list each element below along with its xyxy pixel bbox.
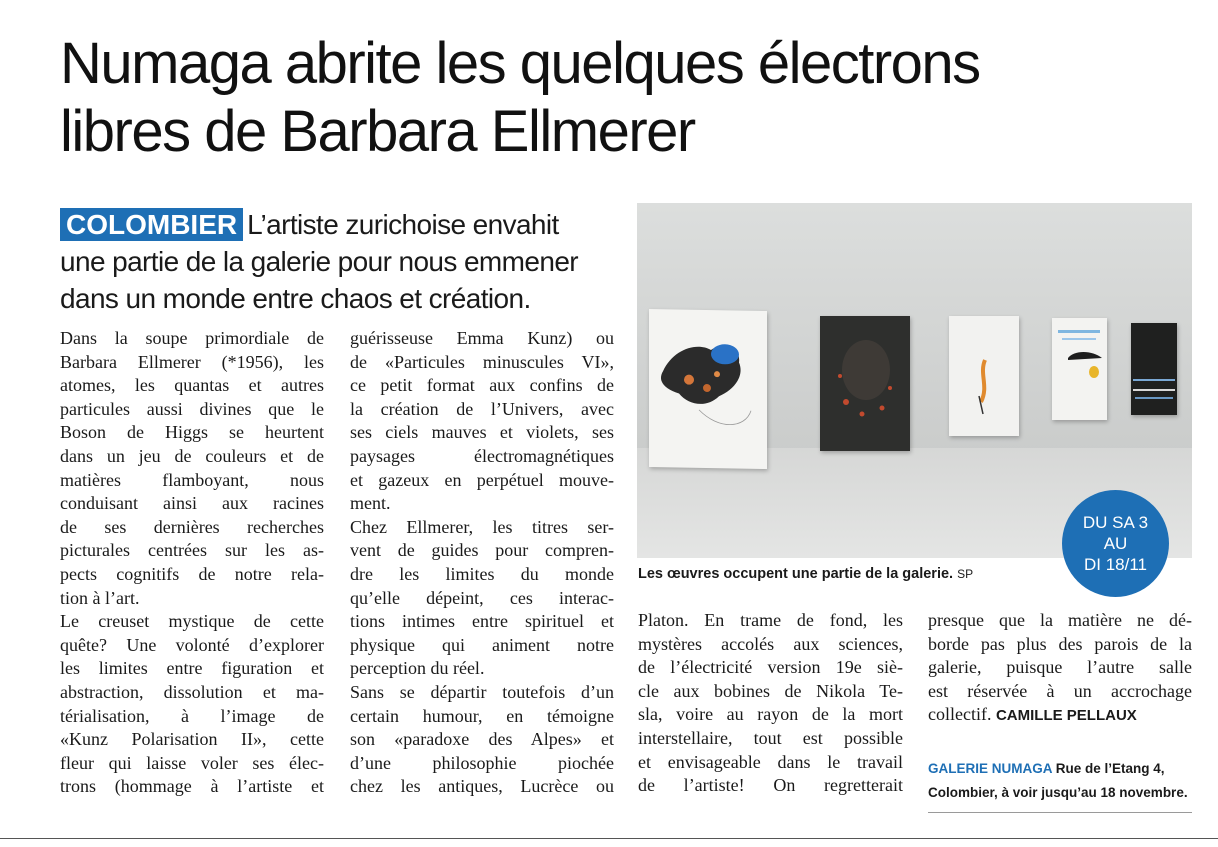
venue-info <box>928 757 1192 805</box>
text-line: vent de guides pour compren- <box>350 540 614 561</box>
last-line-text: collectif. <box>928 704 992 725</box>
venue-info-line-1 <box>928 757 1192 781</box>
text-line: son «paradoxe des Alpes» et <box>350 729 614 750</box>
body-column-3 <box>638 609 903 798</box>
text-line: physique qui animent notre <box>350 634 614 655</box>
venue-address: Rue de l’Etang 4, <box>1055 761 1165 776</box>
text-line: galerie, puisque l’autre salle <box>928 657 1192 678</box>
text-line: Boson de Higgs se heurtent <box>60 422 324 443</box>
text-line: d’une philosophie piochée <box>350 752 614 773</box>
text-line: interstellaire, tout est possible <box>638 727 903 748</box>
text-line: fleur qui laisse voler ses élec- <box>60 752 324 773</box>
text-line: de ses dernières recherches <box>60 516 324 537</box>
artwork-5-drawing <box>1131 323 1177 415</box>
text-line: est réservée à un accrochage <box>928 680 1192 701</box>
date-badge-line-1: DU SA 3 <box>1082 513 1149 532</box>
lede-line-2: une partie de la galerie pour nous emmener <box>60 246 579 277</box>
text-line: guérisseuse Emma Kunz) ou <box>350 328 614 348</box>
body-column-4 <box>928 609 1192 728</box>
text-line: chez les antiques, Lucrèce ou <box>350 776 614 797</box>
artwork-4-drawing <box>1052 318 1107 420</box>
artwork-1 <box>649 309 767 469</box>
text-line: paysages électromagnétiques <box>350 445 614 466</box>
headline <box>60 30 1180 166</box>
text-line: perception du réel. <box>350 658 485 679</box>
text-line: «Kunz Polarisation II», cette <box>60 729 324 750</box>
text-line: dans un jeu de couleurs et de <box>60 445 324 466</box>
text-line: de l’artiste! On regretterait <box>638 775 903 796</box>
text-line: qu’elle dépeint, ces interac- <box>350 587 614 608</box>
text-line: presque que la matière ne dé- <box>928 610 1192 630</box>
text-line: Chez Ellmerer, les titres ser- <box>350 516 614 537</box>
text-line: la création de l’Univers, avec <box>350 398 614 419</box>
text-line: certain humour, en témoigne <box>350 705 614 726</box>
lede <box>60 206 630 317</box>
artwork-2 <box>820 316 910 451</box>
venue-name: GALERIE NUMAGA <box>928 761 1052 776</box>
text-line: Sans se départir toutefois d’un <box>350 681 614 702</box>
text-line: quête? Une volonté d’explorer <box>60 634 324 655</box>
text-line: les limites entre figuration et <box>60 658 324 679</box>
text-line: ses ciels mauves et violets, ses <box>350 422 614 443</box>
photo-credit: SP <box>957 567 974 581</box>
artwork-4 <box>1052 318 1107 420</box>
body-column-2 <box>350 327 614 799</box>
text-line: ce petit format aux confins de <box>350 375 614 396</box>
text-line: pects cognitifs de notre rela- <box>60 563 324 584</box>
date-badge-line-2: AU <box>1103 534 1128 553</box>
page-bottom-rule <box>0 838 1218 839</box>
venue-info-line-2: Colombier, à voir jusqu’au 18 novembre. <box>928 785 1188 800</box>
artwork-5 <box>1131 323 1177 415</box>
lede-line-3: dans un monde entre chaos et création. <box>60 283 531 314</box>
info-divider <box>928 812 1192 813</box>
text-line: cle aux bobines de Nikola Te- <box>638 680 903 701</box>
headline-line-1: Numaga abrite les quelques électrons <box>60 31 980 96</box>
kicker-badge: COLOMBIER <box>60 208 243 241</box>
text-line: Le creuset mystique de cette <box>60 611 324 632</box>
text-line: particules aussi divines que le <box>60 398 324 419</box>
artwork-3-drawing <box>949 316 1019 436</box>
text-line: et envisageable dans le travail <box>638 751 903 772</box>
text-line: borde pas plus des parois de la <box>928 633 1192 654</box>
text-line: et gazeux en perpétuel mouve- <box>350 469 614 490</box>
date-badge-line-3: DI 18/11 <box>1083 555 1147 574</box>
artwork-1-drawing <box>649 309 767 469</box>
text-line: trons (hommage à l’artiste et <box>60 776 324 797</box>
text-line: mystères accolés aux sciences, <box>638 633 903 654</box>
headline-line-2: libres de Barbara Ellmerer <box>60 99 695 164</box>
caption-text: Les œuvres occupent une partie de la galerie. <box>638 566 954 582</box>
text-line: dre les limites du monde <box>350 563 614 584</box>
text-line: Platon. En trame de fond, les <box>638 610 903 630</box>
artwork-3 <box>949 316 1019 436</box>
author-byline: CAMILLE PELLAUX <box>995 707 1137 725</box>
lede-text-1: L’artiste zurichoise envahit <box>247 209 559 240</box>
artwork-2-drawing <box>820 316 910 451</box>
text-line: atomes, les quantas et autres <box>60 375 324 396</box>
body-column-1 <box>60 327 324 799</box>
text-line: de «Particules minuscules VI», <box>350 351 614 372</box>
lede-line-1 <box>60 206 630 243</box>
text-line: picturales centrées sur les as- <box>60 540 324 561</box>
text-line: sla, voire au rayon de la mort <box>638 704 903 725</box>
text-line <box>928 703 1192 728</box>
text-line: conduisant ainsi aux racines <box>60 493 324 514</box>
photo-caption <box>638 566 1193 582</box>
text-line: Dans la soupe primordiale de <box>60 328 324 348</box>
text-line: térialisation, à l’image de <box>60 705 324 726</box>
text-line: tion à l’art. <box>60 587 140 608</box>
text-line: tions intimes entre spirituel et <box>350 611 614 632</box>
text-line: de l’électricité version 19e siè- <box>638 657 903 678</box>
text-line: Barbara Ellmerer (*1956), les <box>60 351 324 372</box>
text-line: abstraction, dissolution et ma- <box>60 681 324 702</box>
text-line: matières flamboyant, nous <box>60 469 324 490</box>
text-line: ment. <box>350 493 391 514</box>
